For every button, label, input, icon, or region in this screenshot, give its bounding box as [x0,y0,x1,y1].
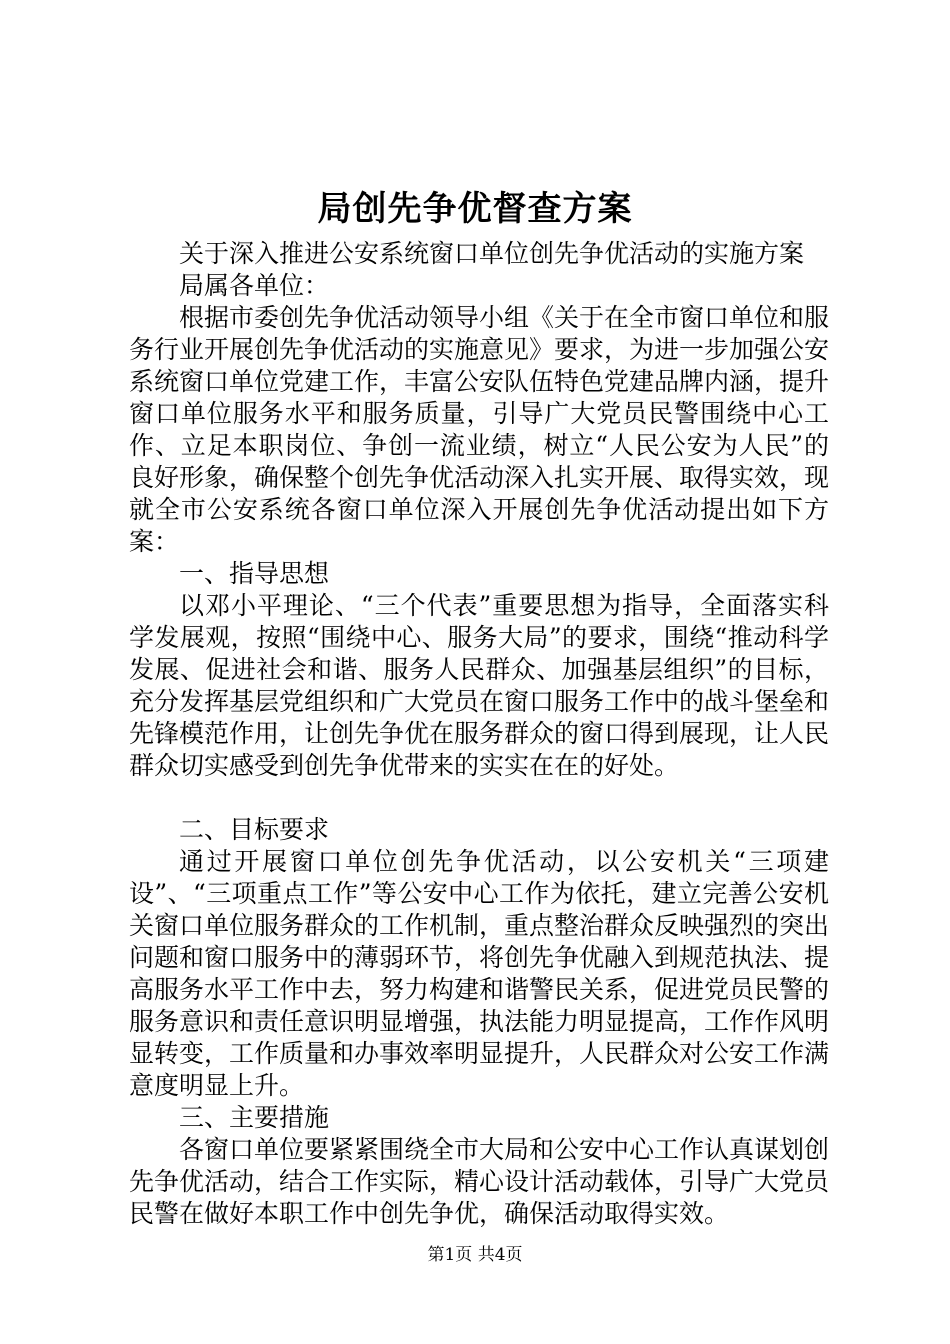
document-title: 局创先争优督查方案 [317,189,633,229]
intro-paragraph: 根据市委创先争优活动领导小组《关于在全市窗口单位和服务行业开展创先争优活动的实施意见》要求，为进一步加强公安系统窗口单位党建工作，丰富公安队伍特色党建品牌内涵，提升窗口单位服务水平和服务质量，引导广大党员民警围绕中心工作、立足本职岗位、争创一流业绩，树立“人民公安为人民”的良好形象，确保整个创先争优活动深入扎实开展、取得实效，现就全市公安系统各窗口单位深入开展创先争优活动提出如下方案： [129,303,830,556]
section-heading-3: 三、主要措施 [179,1103,330,1132]
salutation: 局属各单位： [179,271,330,300]
document-subtitle: 关于深入推进公安系统窗口单位创先争优活动的实施方案 [179,239,805,268]
document-body [129,238,829,1230]
section-text-2: 通过开展窗口单位创先争优活动，以公安机关“三项建设”、“三项重点工作”等公安中心工作为依托，建立完善公安机关窗口单位服务群众的工作机制，重点整治群众反映强烈的突出问题和窗口服务中的薄弱环节，将创先争优融入到规范执法、提高服务水平工作中去，努力构建和谐警民关系，促进党员民警的服务意识和责任意识明显增强，执法能力明显提高，工作作风明显转变，工作质量和办事效率明显提升，人民群众对公安工作满意度明显上升。 [129,847,830,1100]
section-heading-1: 一、指导思想 [179,559,330,588]
section-heading-2: 二、目标要求 [179,815,330,844]
page-footer: 第1页 共4页 [427,1245,523,1265]
section-text-1: 以邓小平理论、“三个代表”重要思想为指导，全面落实科学发展观，按照“围绕中心、服务大局”的要求，围绕“推动科学发展、促进社会和谐、服务人民群众、加强基层组织”的目标，充分发挥基层党组织和广大党员在窗口服务工作中的战斗堡垒和先锋模范作用，让创先争优在服务群众的窗口得到展现，让人民群众切实感受到创先争优带来的实实在在的好处。 [129,591,830,780]
section-text-3: 各窗口单位要紧紧围绕全市大局和公安中心工作认真谋划创先争优活动，结合工作实际，精心设计活动载体，引导广大党员民警在做好本职工作中创先争优，确保活动取得实效。 [129,1135,830,1228]
